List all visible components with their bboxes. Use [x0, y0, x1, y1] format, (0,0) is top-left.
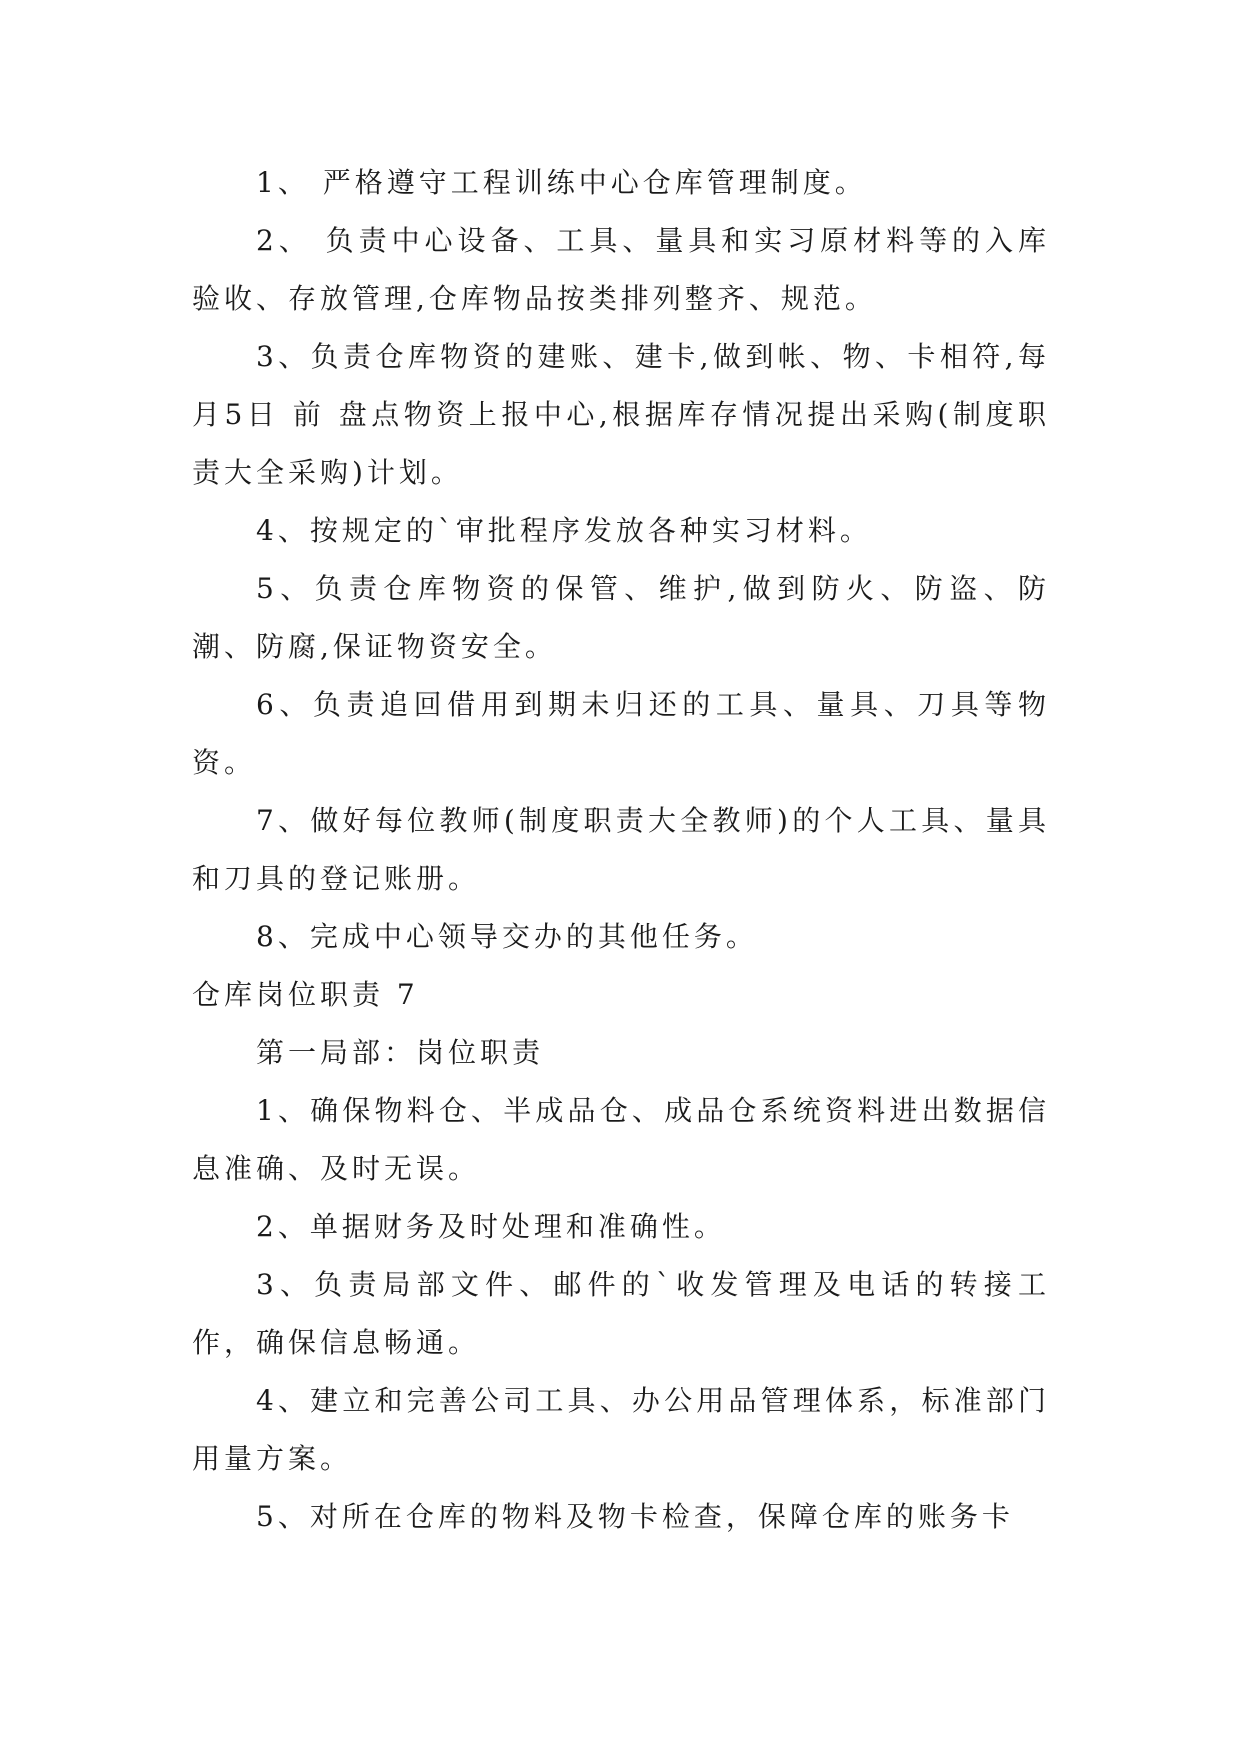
paragraph-7: 7、做好每位教师(制度职责大全教师)的个人工具、量具和刀具的登记账册。	[192, 804, 1050, 895]
paragraph-6: 6、负责追回借用到期未归还的工具、量具、刀具等物资。	[192, 688, 1050, 779]
section-paragraph-5: 5、对所在仓库的物料及物卡检查，保障仓库的账务卡	[256, 1500, 1014, 1533]
section-subheading: 第一局部：岗位职责	[256, 1036, 545, 1069]
paragraph-1: 1、 严格遵守工程训练中心仓库管理制度。	[256, 166, 867, 199]
paragraph-3: 3、负责仓库物资的建账、建卡,做到帐、物、卡相符,每月5日 前 盘点物资上报中心,根据库存情况提出采购(制度职责大全采购)计划。	[192, 340, 1050, 489]
document-body	[192, 154, 1050, 1546]
paragraph-2: 2、 负责中心设备、工具、量具和实习原材料等的入库验收、存放管理,仓库物品按类排列整齐、规范。	[192, 224, 1050, 315]
section-paragraph-2: 2、单据财务及时处理和准确性。	[256, 1210, 726, 1243]
paragraph-8: 8、完成中心领导交办的其他任务。	[256, 920, 758, 953]
paragraph-5: 5、负责仓库物资的保管、维护,做到防火、防盗、防潮、防腐,保证物资安全。	[192, 572, 1050, 663]
section-paragraph-4: 4、建立和完善公司工具、办公用品管理体系，标准部门用量方案。	[192, 1384, 1050, 1475]
section-heading: 仓库岗位职责 7	[192, 978, 419, 1011]
section-paragraph-3: 3、负责局部文件、邮件的`收发管理及电话的转接工作，确保信息畅通。	[192, 1268, 1050, 1359]
paragraph-4: 4、按规定的`审批程序发放各种实习材料。	[256, 514, 872, 547]
section-paragraph-1: 1、确保物料仓、半成品仓、成品仓系统资料进出数据信息准确、及时无误。	[192, 1094, 1050, 1185]
